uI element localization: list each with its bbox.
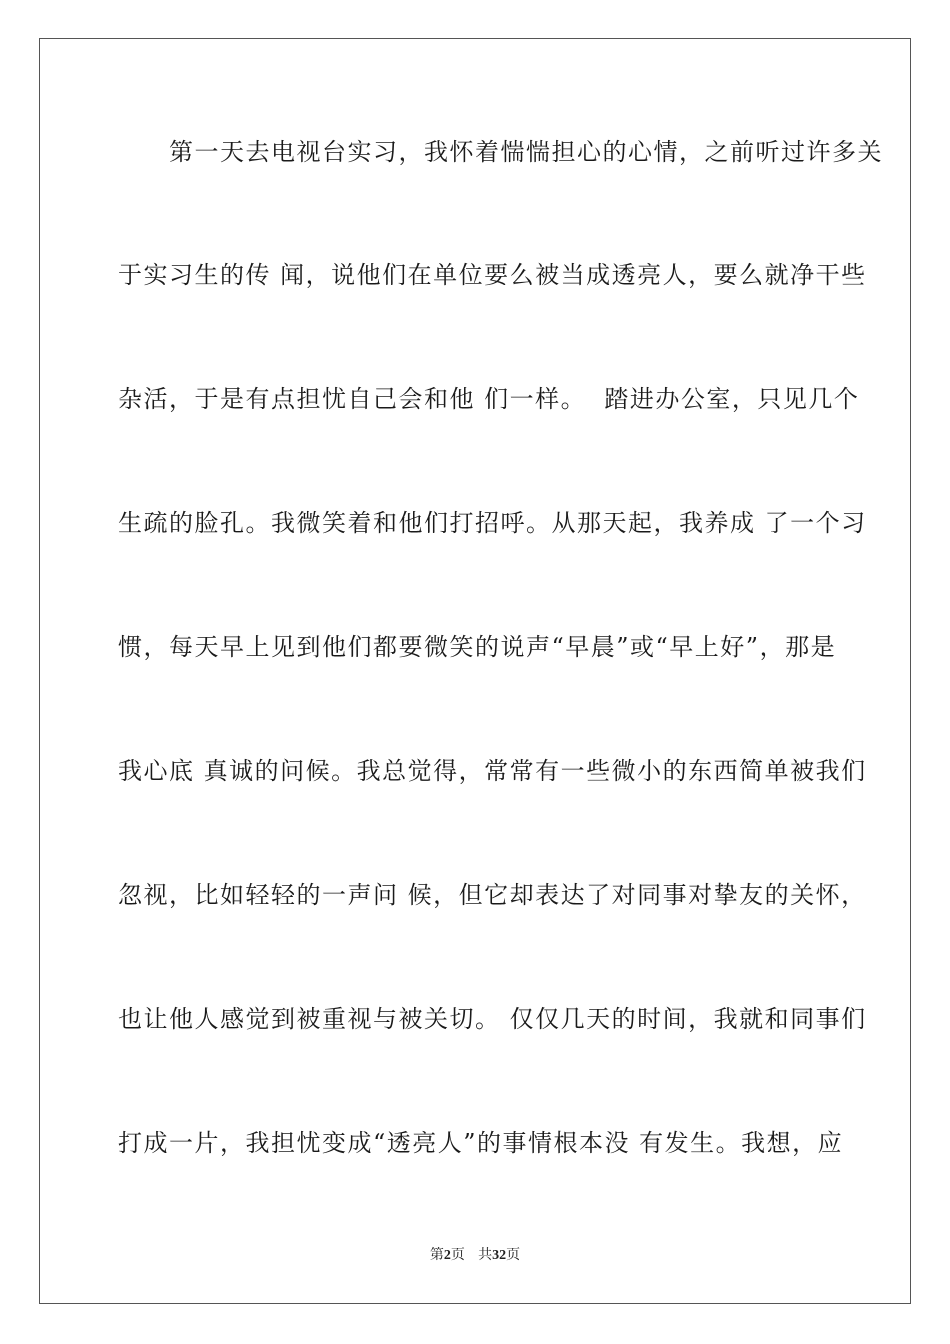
total-suffix: 页 [506,1247,521,1263]
page-footer [0,1245,950,1266]
text-line-2: 于实习生的传 闻，说他们在单位要么被当成透亮人，要么就净干些 [118,261,867,289]
text-line-5: 惯，每天早上见到他们都要微笑的说声“早晨”或“早上好”，那是 [118,633,837,661]
total-pages: 32 [492,1248,507,1263]
text-line-7: 忽视，比如轻轻的一声问 候，但它却表达了对同事对挚友的关怀， [118,881,867,909]
text-line-9: 打成一片，我担忧变成“透亮人”的事情根本没 有发生。我想，应 [118,1129,844,1157]
text-line-1: 第一天去电视台实习，我怀着惴惴担心的心情，之前听过许多关 [118,138,883,166]
text-line-3: 杂活，于是有点担忧自己会和他 们一样。 踏进办公室，只见几个 [118,385,860,413]
page-border [39,38,911,1304]
text-line-4: 生疏的脸孔。我微笑着和他们打招呼。从那天起，我养成 了一个习 [118,509,867,537]
total-prefix: 共 [478,1247,493,1263]
page-prefix: 第 [429,1247,444,1263]
page-number: 2 [443,1248,451,1263]
page-suffix: 页 [450,1247,465,1263]
text-line-6: 我心底 真诚的问候。我总觉得，常常有一些微小的东西简单被我们 [118,757,867,785]
text-line-8: 也让他人感觉到被重视与被关切。 仅仅几天的时间，我就和同事们 [118,1005,867,1033]
